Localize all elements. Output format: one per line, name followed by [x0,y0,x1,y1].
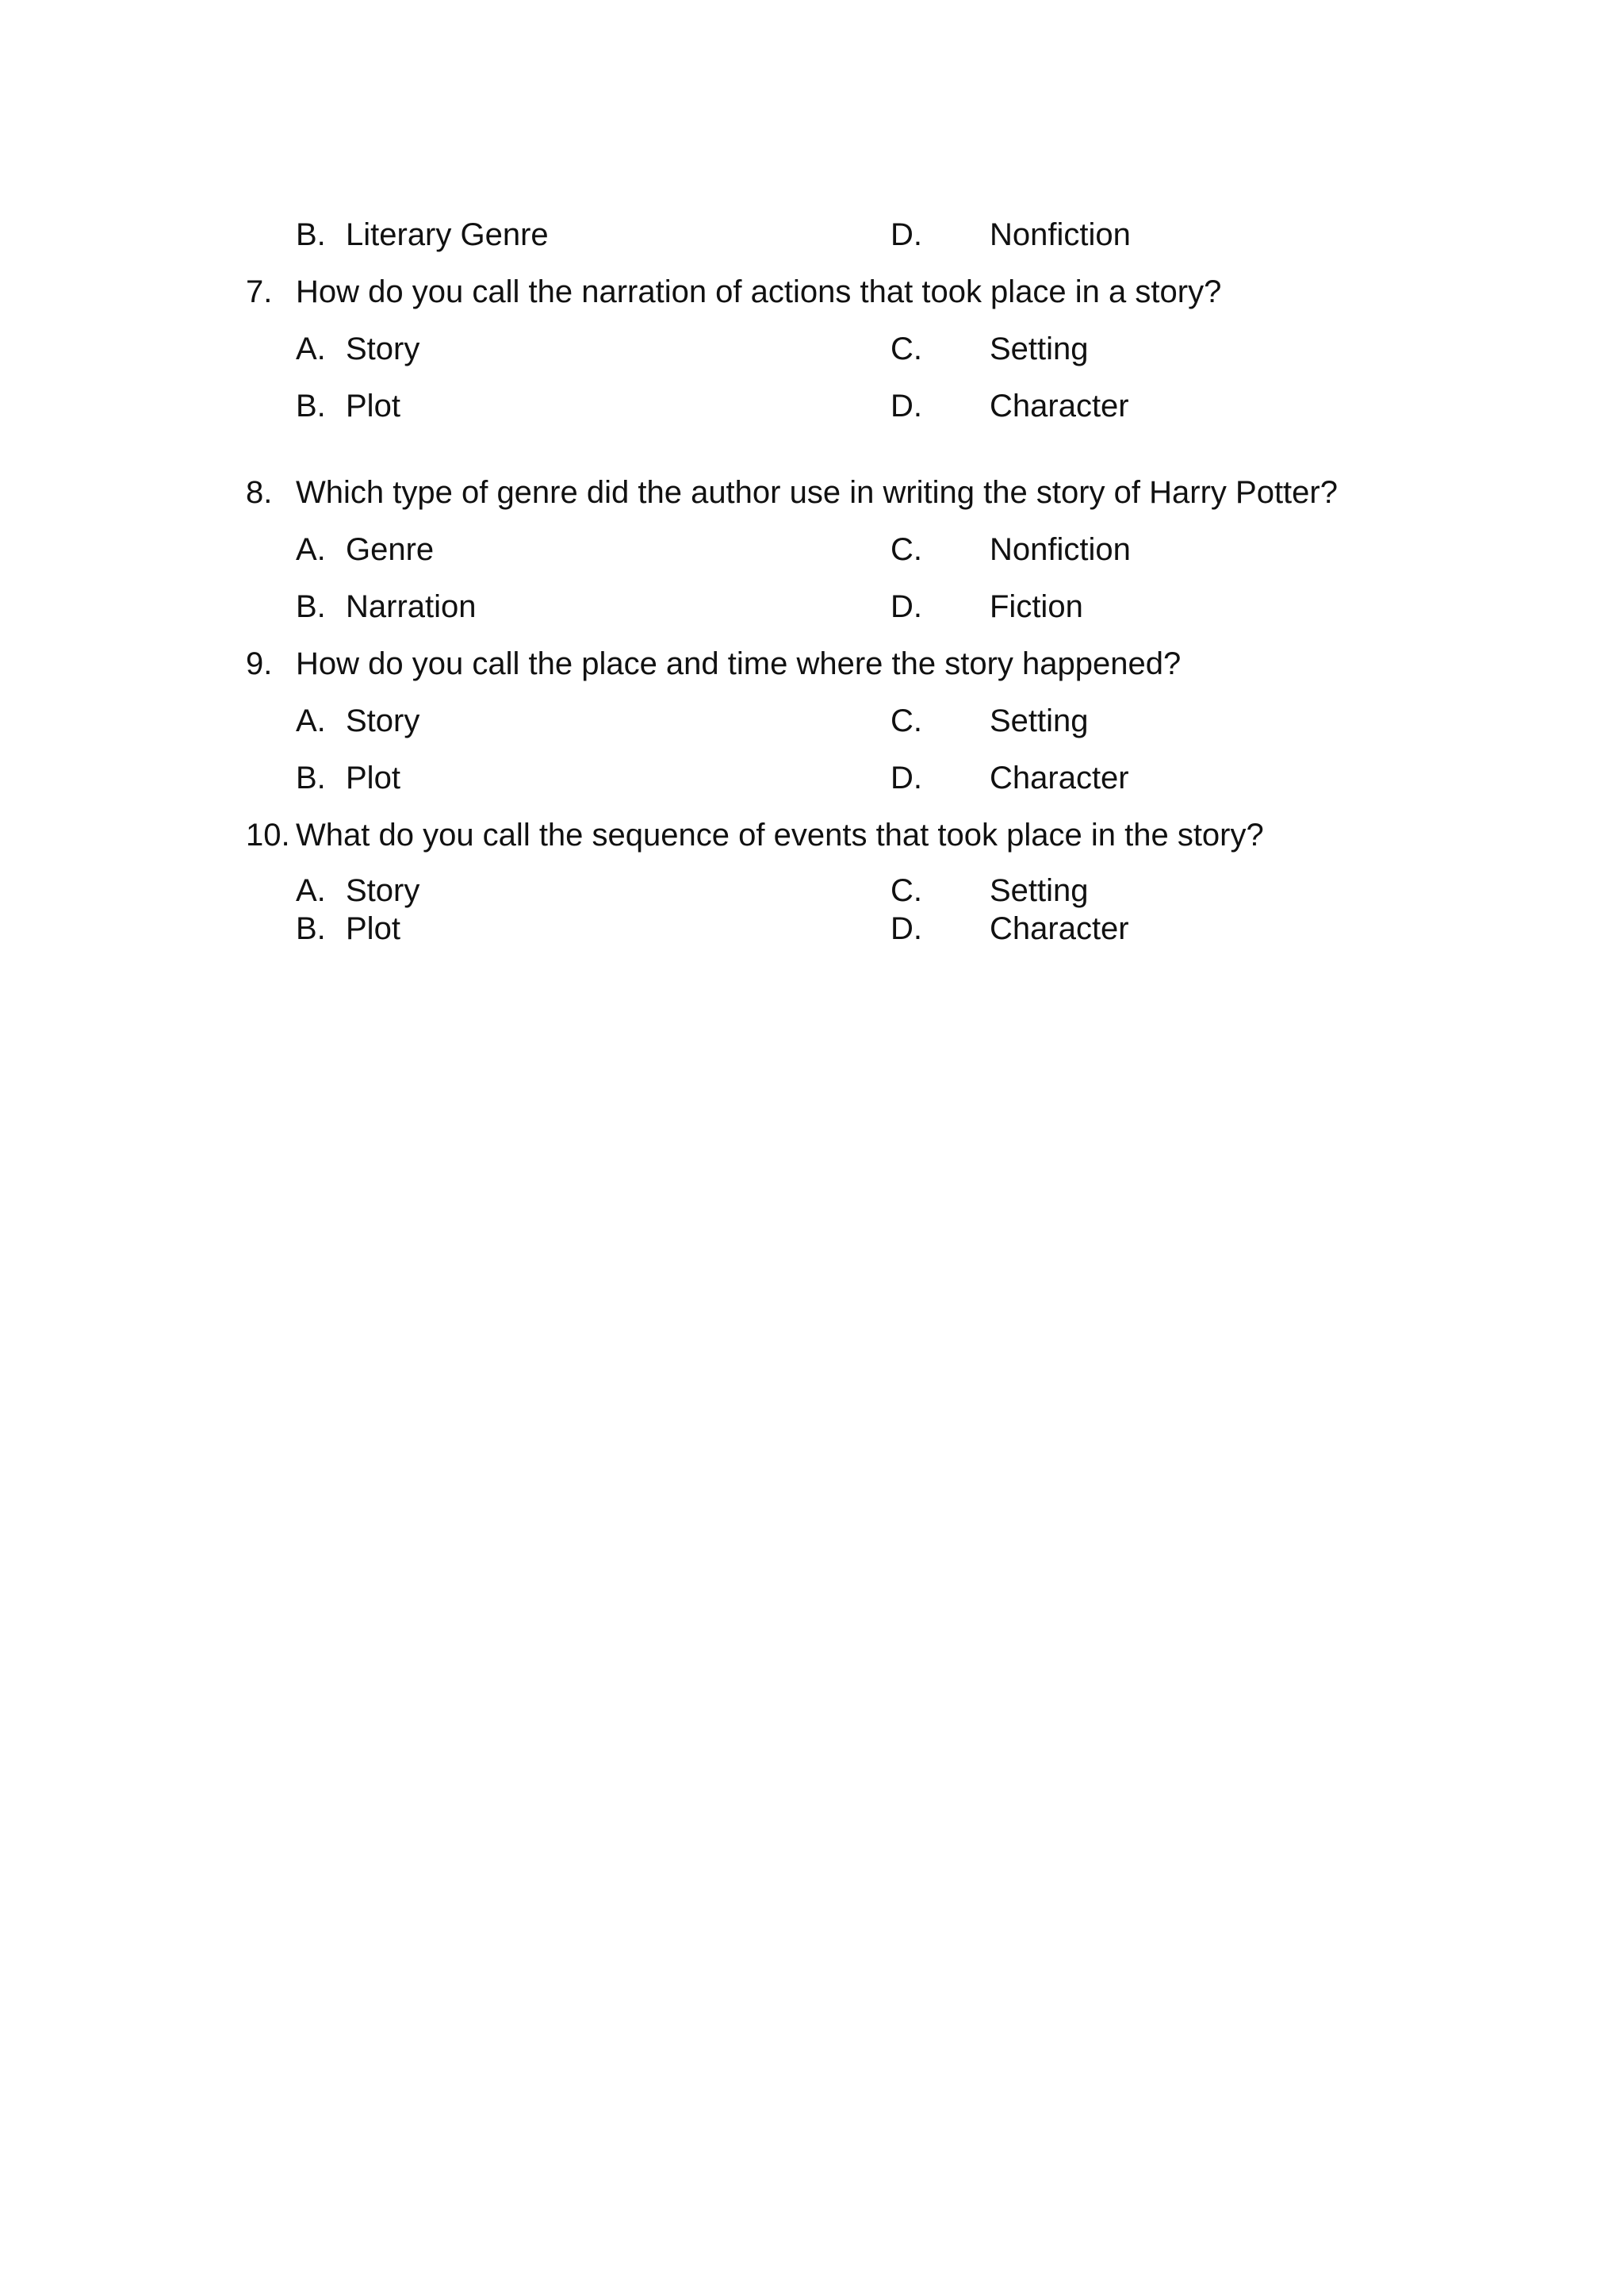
option-letter: B. [296,217,326,252]
option-text: Story [346,332,420,366]
option-text: Character [990,761,1129,795]
question-text: What do you call the sequence of events that took place in the story? [296,818,1264,853]
option-letter: A. [296,332,326,366]
option-text: Nonfiction [990,217,1131,252]
option-text: Nonfiction [990,532,1131,567]
option-letter: B. [296,911,326,946]
option-text: Plot [346,761,400,795]
option-letter: B. [296,389,326,424]
option-letter: C. [891,332,922,366]
option-text: Genre [346,532,435,567]
question-number: 8. [246,475,273,510]
option-text: Character [990,389,1129,424]
option-letter: C. [891,703,922,738]
option-letter: D. [891,389,922,424]
option-text: Setting [990,873,1089,908]
option-text: Fiction [990,589,1083,624]
option-text: Story [346,873,420,908]
option-text: Literary Genre [346,217,549,252]
option-letter: C. [891,532,922,567]
option-letter: B. [296,761,326,795]
option-letter: D. [891,589,922,624]
option-text: Plot [346,389,400,424]
option-text: Plot [346,911,400,946]
option-letter: A. [296,532,326,567]
option-letter: D. [891,911,922,946]
question-text: Which type of genre did the author use in writing the story of Harry Potter? [296,475,1338,510]
option-letter: D. [891,761,922,795]
option-text: Character [990,911,1129,946]
option-letter: A. [296,873,326,908]
option-text: Setting [990,703,1089,738]
option-letter: A. [296,703,326,738]
option-text: Setting [990,332,1089,366]
question-text: How do you call the narration of actions that took place in a story? [296,274,1222,309]
option-letter: C. [891,873,922,908]
question-text: How do you call the place and time where the story happened? [296,646,1182,681]
option-text: Narration [346,589,477,624]
question-number: 7. [246,274,273,309]
option-letter: B. [296,589,326,624]
question-number: 9. [246,646,273,681]
option-text: Story [346,703,420,738]
question-number: 10. [246,818,290,853]
option-letter: D. [891,217,922,252]
